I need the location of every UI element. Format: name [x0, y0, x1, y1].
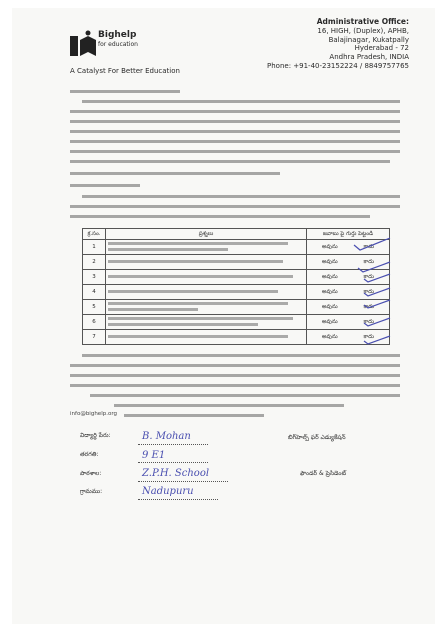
row-number: 2 — [83, 255, 106, 270]
letter-text-line — [114, 404, 344, 407]
footer-email: info@bighelp.org — [70, 411, 117, 417]
class-label: తరగతి: — [80, 451, 99, 458]
no-option[interactable]: కాదు — [363, 259, 375, 265]
table-row — [83, 330, 390, 345]
office-line: 16, HIGH, (Duplex), APHB, — [317, 26, 409, 35]
no-option[interactable]: కాదు — [363, 319, 375, 325]
row-number: 5 — [83, 300, 106, 315]
letter-text-line — [70, 110, 400, 113]
office-phone: Phone: +91-40-23152224 / 8849757765 — [267, 61, 409, 70]
checkmark-icon — [362, 272, 392, 284]
student-name-value[interactable]: B. Mohan — [142, 431, 191, 442]
tagline: A Catalyst For Better Education — [70, 67, 180, 75]
yes-option[interactable]: అవును — [321, 274, 338, 280]
question-text — [106, 300, 307, 315]
letter-text-line — [70, 184, 140, 187]
checkmark-icon — [362, 298, 392, 310]
office-address — [229, 18, 409, 71]
class-underline — [138, 462, 208, 463]
checkmark-icon — [352, 236, 392, 252]
no-option[interactable]: కాదు — [363, 274, 375, 280]
letter-text-line — [70, 384, 400, 387]
row-number: 6 — [83, 315, 106, 330]
office-title: Administrative Office: — [316, 17, 409, 26]
question-text — [106, 285, 307, 300]
school-label: పాఠశాల: — [80, 470, 102, 477]
letter-text-line — [82, 354, 400, 357]
letter-text-line — [70, 160, 390, 163]
no-option[interactable]: కాదు — [363, 334, 375, 340]
no-option[interactable]: కాదు — [363, 304, 375, 310]
letter-text-line — [70, 215, 370, 218]
question-text — [106, 270, 307, 285]
letter-text-line — [70, 130, 400, 133]
letter-text-line — [70, 140, 400, 143]
letter-text-line — [70, 172, 280, 175]
questions-table — [82, 228, 390, 345]
yes-option[interactable]: అవును — [321, 319, 338, 325]
col-header-no: క్ర.సం. — [83, 229, 106, 240]
signature-org: బిగ్‌హెల్ప్ ఫర్ ఎడ్యుకేషన్ — [288, 434, 346, 441]
question-text — [106, 240, 307, 255]
office-line: Hyderabad - 72 — [354, 44, 409, 53]
table-row — [83, 285, 390, 300]
village-label: గ్రామము: — [80, 488, 103, 495]
table-header-row — [83, 229, 390, 240]
question-text — [106, 315, 307, 330]
question-text — [106, 330, 307, 345]
school-value[interactable]: Z.P.H. School — [142, 468, 210, 479]
checkmark-icon — [362, 286, 392, 298]
class-value[interactable]: 9 E1 — [142, 450, 166, 461]
village-underline — [138, 499, 218, 500]
table-row — [83, 270, 390, 285]
signature-title: ఫౌండర్ & ప్రెసిడెంట్ — [300, 470, 347, 477]
col-header-question: ప్రశ్నలు — [106, 229, 307, 240]
office-line: Balajinagar, Kukatpally — [328, 35, 409, 44]
yes-option[interactable]: అవును — [321, 259, 338, 265]
letter-text-line — [70, 120, 400, 123]
col-header-answer: జవాబు పై గుర్తు పెట్టండి — [307, 229, 390, 240]
school-underline — [138, 481, 228, 482]
table-row — [83, 240, 390, 255]
yes-option[interactable]: అవును — [321, 334, 338, 340]
letter-text-line — [90, 394, 400, 397]
question-text — [106, 255, 307, 270]
checkmark-icon — [362, 316, 392, 328]
letter-text-line — [124, 414, 264, 417]
yes-option[interactable]: అవును — [321, 304, 338, 310]
checkmark-icon — [362, 334, 392, 346]
table-row — [83, 300, 390, 315]
yes-option[interactable]: అవును — [321, 289, 338, 295]
no-option[interactable]: కాదు — [363, 289, 375, 295]
no-option[interactable]: కాదు — [363, 244, 375, 250]
letter-text-line — [70, 150, 400, 153]
row-number: 1 — [83, 240, 106, 255]
student-name-underline — [138, 444, 208, 445]
brand-name: Bighelp — [98, 30, 137, 40]
letter-text-line — [70, 205, 400, 208]
row-number: 7 — [83, 330, 106, 345]
letter-text-line — [70, 374, 400, 377]
student-name-label: విద్యార్థి పేరు: — [80, 432, 111, 439]
yes-option[interactable]: అవును — [321, 244, 338, 250]
letter-text-line — [70, 364, 400, 367]
table-row — [83, 255, 390, 270]
letter-text-line — [70, 90, 180, 93]
office-line: Andhra Pradesh, INDIA — [329, 53, 409, 62]
letter-text-line — [82, 100, 400, 103]
brand-sub: for education — [98, 41, 138, 48]
letter-text-line — [82, 195, 400, 198]
village-value[interactable]: Nadupuru — [142, 486, 194, 497]
table-row — [83, 315, 390, 330]
row-number: 4 — [83, 285, 106, 300]
row-number: 3 — [83, 270, 106, 285]
